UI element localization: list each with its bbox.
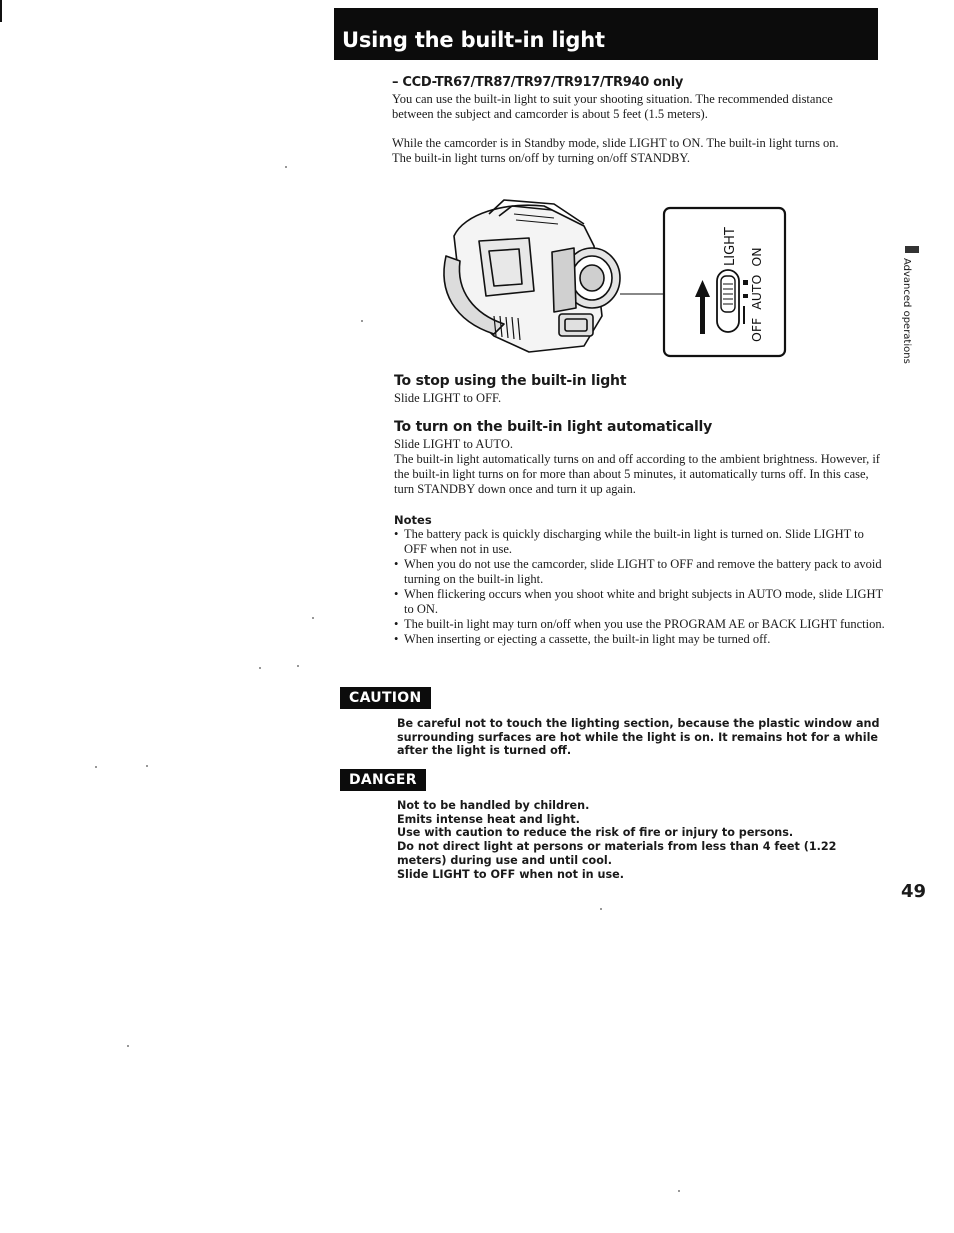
camcorder-illustration bbox=[434, 196, 790, 360]
danger-list bbox=[397, 799, 881, 881]
danger-line: Not to be handled by children. bbox=[397, 799, 590, 812]
page-title: Using the built-in light bbox=[342, 28, 605, 52]
standby-toggle-line: The built-in light turns on/off by turning on/off STANDBY. bbox=[392, 151, 690, 165]
bullet-icon: • bbox=[394, 587, 399, 601]
danger-line: Use with caution to reduce the risk of fire or injury to persons. bbox=[397, 826, 794, 840]
switch-title-label: LIGHT bbox=[723, 227, 738, 266]
switch-positions-label bbox=[749, 247, 764, 342]
auto-section-heading: To turn on the built-in light automatically bbox=[394, 419, 713, 435]
auto-section-text2: The built-in light automatically turns on and off according to the ambient brightness. However, if the built-in light turns on for more than about 5 minutes, it automatically turns off. In this case, turn STANDBY down once and turn it up again. bbox=[394, 452, 880, 496]
intro-paragraph: You can use the built-in light to suit your shooting situation. The recommended distance between the subject and camcorder is about 5 feet (1.5 meters). bbox=[392, 92, 833, 121]
notes-heading: Notes bbox=[394, 513, 432, 527]
title-bar bbox=[334, 8, 878, 60]
note-text: The battery pack is quickly discharging while the built-in light is turned on. Slide LIGHT to OFF when not in use. bbox=[404, 527, 864, 556]
caution-text: Be careful not to touch the lighting section, because the plastic window and surrounding surfaces are hot while the light is on. It remains hot for a while after the light is turned off. bbox=[397, 717, 880, 758]
list-item bbox=[394, 527, 886, 557]
switch-pos-off: OFF bbox=[749, 317, 764, 342]
model-heading: – CCD-TR67/TR87/TR97/TR917/TR940 only bbox=[392, 75, 684, 90]
switch-pos-auto: AUTO bbox=[749, 274, 764, 310]
list-item bbox=[394, 617, 886, 632]
switch-pos-on: ON bbox=[749, 247, 764, 267]
note-text: When inserting or ejecting a cassette, the built-in light may be turned off. bbox=[404, 632, 771, 646]
bullet-icon: • bbox=[394, 617, 399, 631]
list-item bbox=[394, 557, 886, 587]
scan-edge-mark bbox=[0, 0, 2, 22]
list-item bbox=[394, 632, 886, 647]
stop-section-text: Slide LIGHT to OFF. bbox=[394, 391, 502, 405]
note-text: When flickering occurs when you shoot white and bright subjects in AUTO mode, slide LIGHT to ON. bbox=[404, 587, 883, 616]
bullet-icon: • bbox=[394, 527, 399, 541]
standby-paragraph bbox=[392, 136, 870, 166]
light-switch-inset bbox=[664, 208, 785, 356]
danger-line: Do not direct light at persons or materials from less than 4 feet (1.22 meters) during use and until cool. bbox=[397, 840, 837, 867]
auto-section-text1: Slide LIGHT to AUTO. bbox=[394, 437, 513, 451]
camcorder-drawing bbox=[444, 200, 664, 352]
stop-section-heading: To stop using the built-in light bbox=[394, 373, 627, 389]
bullet-icon: • bbox=[394, 557, 399, 571]
danger-line: Slide LIGHT to OFF when not in use. bbox=[397, 867, 624, 881]
standby-line: While the camcorder is in Standby mode, slide LIGHT to ON. The built-in light turns on. bbox=[392, 136, 839, 150]
danger-line: Emits intense heat and light. bbox=[397, 812, 580, 826]
page-number: 49 bbox=[901, 881, 927, 902]
note-text: The built-in light may turn on/off when you use the PROGRAM AE or BACK LIGHT function. bbox=[404, 617, 885, 631]
notes-list bbox=[394, 527, 886, 647]
danger-label: DANGER bbox=[340, 769, 426, 791]
caution-label: CAUTION bbox=[340, 687, 431, 709]
section-side-label: Advanced operations bbox=[901, 258, 912, 364]
list-item bbox=[394, 587, 886, 617]
section-tab-marker bbox=[905, 246, 919, 253]
note-text: When you do not use the camcorder, slide LIGHT to OFF and remove the battery pack to avoid turning on the built-in light. bbox=[404, 557, 882, 586]
bullet-icon: • bbox=[394, 632, 399, 646]
